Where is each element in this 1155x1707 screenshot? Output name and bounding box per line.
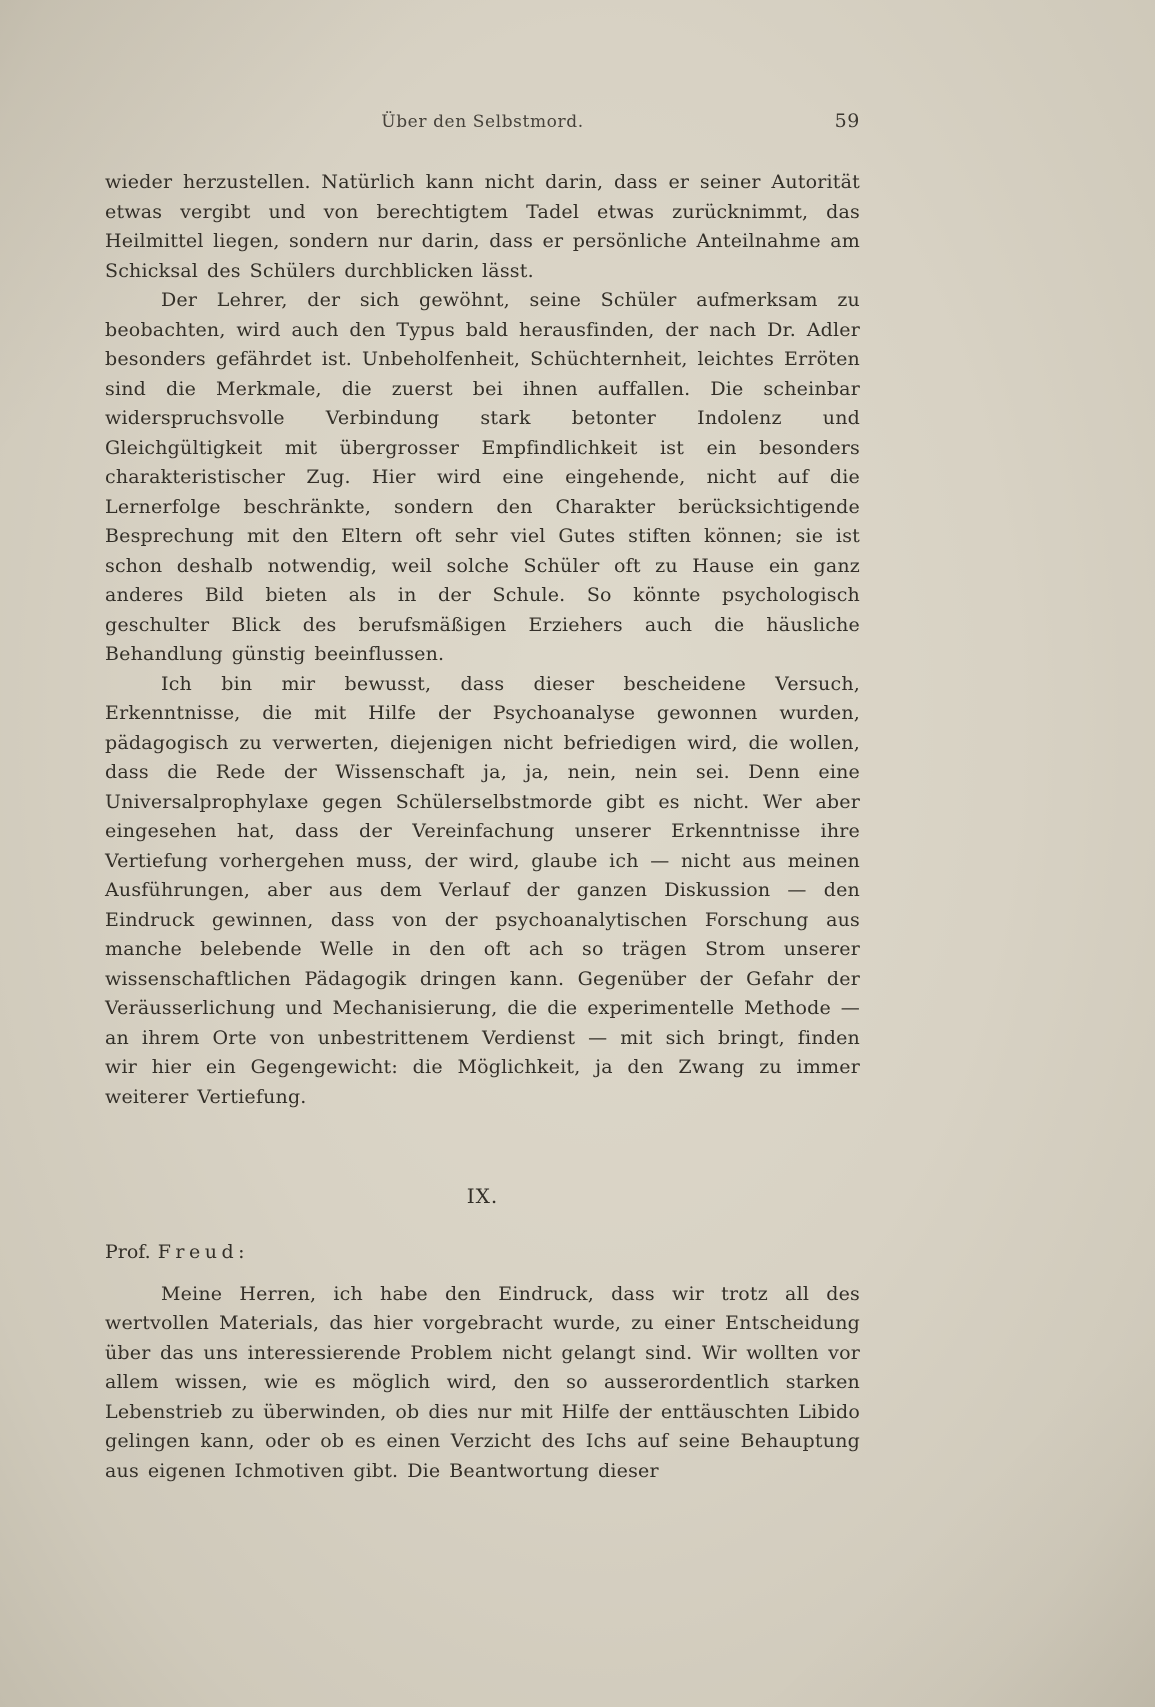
speaker-prefix: Prof. [105, 1241, 151, 1263]
speaker-colon: : [238, 1241, 245, 1263]
section-heading: IX. [466, 1184, 499, 1208]
page-header [105, 112, 860, 132]
paragraph: Der Lehrer, der sich gewöhnt, seine Schüler aufmerksam zu beobachten, wird auch den Typus bald herausfinden, der nach Dr. Adler besonders gefährdet ist. Unbeholfenheit, Schüchternheit, leichtes Erröten sind die Merkmale, die zuerst bei ihnen auffallen. Die scheinbar widerspruchsvolle Verbindung stark betonter Indolenz und Gleichgültigkeit mit übergrosser Empfindlichkeit ist ein besonders charakteristischer Zug. Hier wird eine eingehende, nicht auf die Lernerfolge beschränkte, sondern den Charakter berücksichtigende Besprechung mit den Eltern oft sehr viel Gutes stiften können; sie ist schon deshalb notwendig, weil solche Schüler oft zu Hause ein ganz anderes Bild bieten als in der Schule. So könnte psychologisch geschulter Blick des berufsmäßigen Erziehers auch die häusliche Behandlung günstig beeinflussen. [105, 289, 860, 665]
paragraph: Meine Herren, ich habe den Eindruck, dass wir trotz all des wertvollen Materials, das hier vorgebracht wurde, zu einer Entscheidung über das uns interessierende Problem nicht gelangt sind. Wir wollten vor allem wissen, wie es möglich wird, den so ausserordentlich starken Lebenstrieb zu überwinden, ob dies nur mit Hilfe der enttäuschten Libido gelingen kann, oder ob es einen Verzicht des Ichs auf seine Behauptung aus eigenen Ichmotiven gibt. Die Beantwortung dieser [105, 1282, 860, 1482]
page-number: 59 [834, 110, 860, 132]
speaker-label [105, 1238, 860, 1268]
running-title: Über den Selbstmord. [381, 112, 584, 132]
speaker-name: Freud [157, 1241, 239, 1263]
text-block [105, 168, 860, 1486]
paragraph: wieder herzustellen. Natürlich kann nicht darin, dass er seiner Autorität etwas vergibt und von berechtigtem Tadel etwas zurücknimmt, das Heilmittel liegen, sondern nur darin, dass er persönliche Anteilnahme am Schicksal des Schülers durchblicken lässt. [105, 171, 860, 282]
paragraph: Ich bin mir bewusst, dass dieser bescheidene Versuch, Erkenntnisse, die mit Hilfe der Psychoanalyse gewonnen wurden, pädagogisch zu verwerten, diejenigen nicht befriedigen wird, die wollen, dass die Rede der Wissenschaft ja, ja, nein, nein sei. Denn eine Universalprophylaxe gegen Schülerselbstmorde gibt es nicht. Wer aber eingesehen hat, dass der Vereinfachung unserer Erkenntnisse ihre Vertiefung vorhergehen muss, der wird, glaube ich — nicht aus meinen Ausführungen, aber aus dem Verlauf der ganzen Diskussion — den Eindruck gewinnen, dass von der psychoanalytischen Forschung aus manche belebende Welle in den oft ach so trägen Strom unserer wissenschaftlichen Pädagogik dringen kann. Gegenüber der Gefahr der Veräusserlichung und Mechanisierung, die die experimentelle Methode — an ihrem Orte von unbestrittenem Verdienst — mit sich bringt, finden wir hier ein Gegengewicht: die Möglichkeit, ja den Zwang zu immer weiterer Vertiefung. [105, 672, 860, 1108]
